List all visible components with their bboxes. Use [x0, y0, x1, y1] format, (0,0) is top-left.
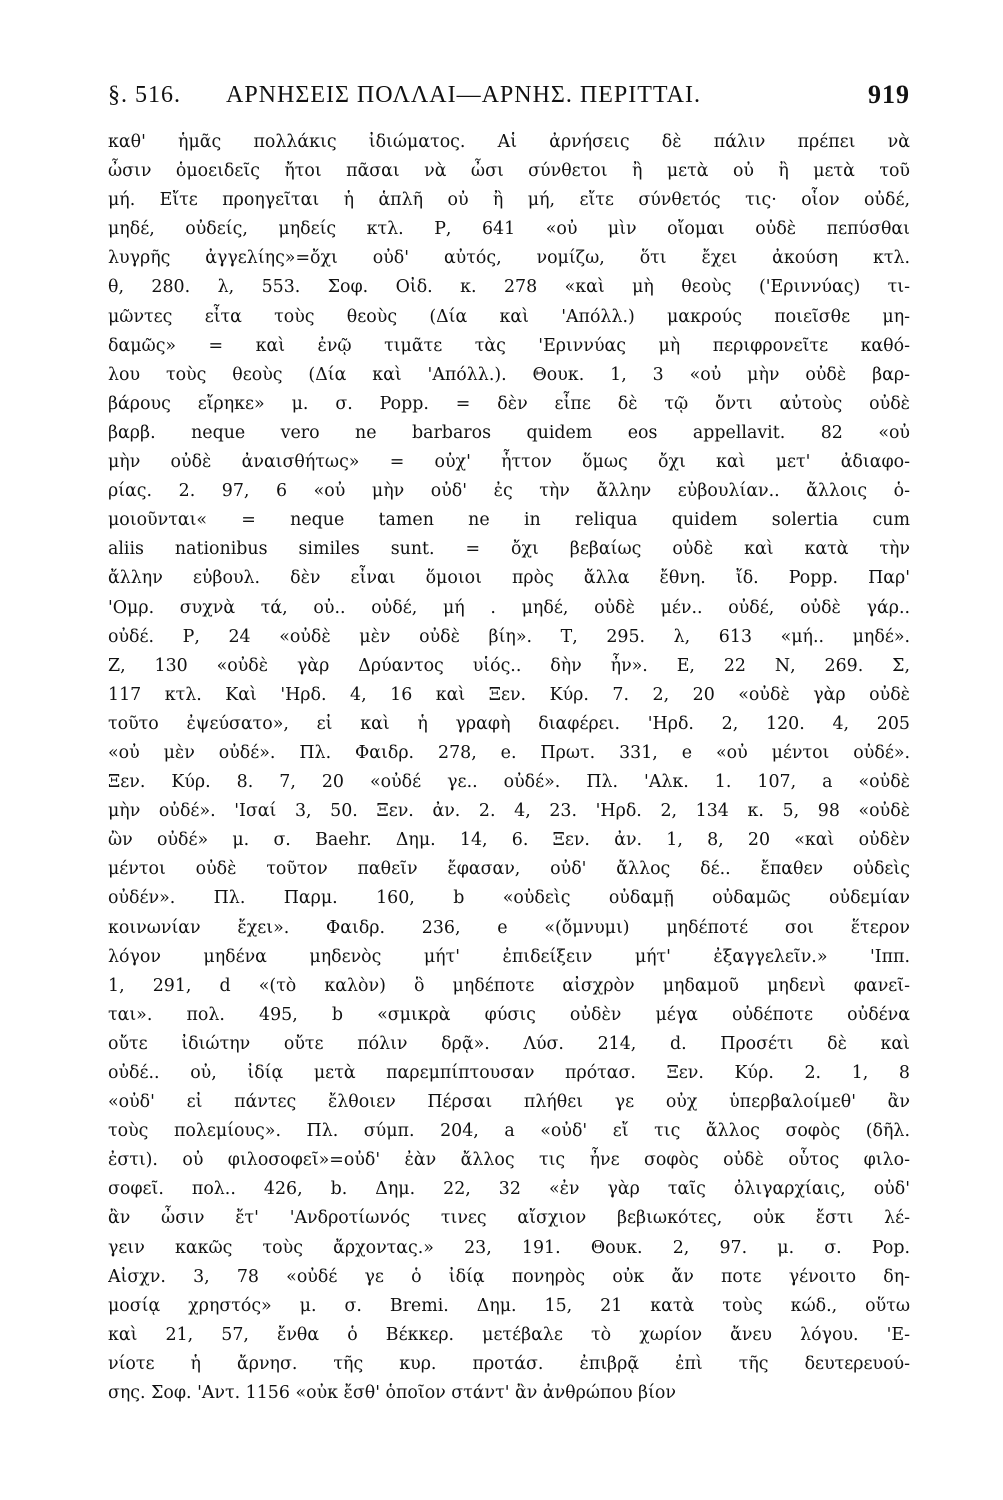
text-line: οὐδέ. Ρ, 24 «οὐδὲ μὲν οὐδὲ βίη». Τ, 295. λ, 613 «μή.. μηδέ».: [108, 626, 910, 647]
text-line: μή. Εἴτε προηγεῖται ἡ ἁπλῆ οὐ ἢ μή, εἴτε σύνθετός τις· οἷον οὐδέ,: [108, 190, 910, 211]
text-line: ὢν οὐδέ» μ. σ. Baehr. Δημ. 14, 6. Ξεν. ἀν. 1, 8, 20 «καὶ οὐδὲν: [108, 830, 910, 851]
text-line: λυγρῆς ἀγγελίης»=ὄχι οὐδ' αὐτός, νομίζω, ὅτι ἔχει ἀκούση κτλ.: [108, 248, 910, 269]
text-line: ται». πολ. 495, b «σμικρὰ φύσις οὐδὲν μέγα οὐδέποτε οὐδένα: [108, 1004, 910, 1025]
text-line: 117 κτλ. Καὶ 'Ηρδ. 4, 16 καὶ Ξεν. Κύρ. 7. 2, 20 «οὐδὲ γὰρ οὐδὲ: [108, 684, 910, 705]
page-number: 919: [868, 80, 910, 109]
text-line: οὐδέ.. οὐ, ἰδίᾳ μετὰ παρεμπίπτουσαν πρότασ. Ξεν. Κύρ. 2. 1, 8: [108, 1063, 910, 1083]
text-line: μοσίᾳ χρηστός» μ. σ. Bremi. Δημ. 15, 21 κατὰ τοὺς κώδ., οὕτω: [108, 1295, 910, 1316]
body-text: [108, 128, 910, 1408]
section-number: §. 516.: [108, 82, 181, 108]
text-line: 1, 291, d «(τὸ καλὸν) ὃ μηδέποτε αἰσχρὸν μηδαμοῦ μηδενὶ φανεῖ-: [108, 975, 910, 996]
text-line: γειν κακῶς τοὺς ἄρχοντας.» 23, 191. Θουκ. 2, 97. μ. σ. Pop.: [108, 1237, 910, 1258]
text-line: θ, 280. λ, 553. Σοφ. Οἰδ. κ. 278 «καὶ μὴ θεοὺς ('Εριννύας) τι-: [108, 277, 910, 298]
book-page: [108, 78, 910, 1408]
text-line: σης. Σοφ. 'Αντ. 1156 «οὐκ ἔσθ' ὁποῖον στάντ' ἂν ἀνθρώπου βίον: [108, 1383, 676, 1404]
text-line: κοινωνίαν ἔχει». Φαιδρ. 236, e «(ὄμνυμι) μηδέποτέ σοι ἕτερον: [108, 917, 910, 938]
text-line: μὴν οὐδὲ ἀναισθήτως» = οὐχ' ἧττον ὅμως ὄχι καὶ μετ' ἀδιαφο-: [108, 452, 910, 473]
text-line: μὴν οὐδέ». 'Ισαί 3, 50. Ξεν. ἀν. 2. 4, 23. 'Ηρδ. 2, 134 κ. 5, 98 «οὐδὲ: [108, 801, 910, 822]
text-line: «οὐ μὲν οὐδέ». Πλ. Φαιδρ. 278, e. Πρωτ. 331, e «οὐ μέντοι οὐδέ».: [108, 742, 910, 763]
text-line: νίοτε ἡ ἄρνησ. τῆς κυρ. προτάσ. ἐπιβρᾷ ἐπὶ τῆς δευτερευού-: [108, 1353, 910, 1374]
text-line: σοφεῖ. πολ.. 426, b. Δημ. 22, 32 «ἐν γὰρ ταῖς ὀλιγαρχίαις, οὐδ': [108, 1179, 910, 1200]
text-line: ἄλλην εὐβουλ. δὲν εἶναι ὅμοιοι πρὸς ἄλλα ἔθνη. ἴδ. Popp. Παρ': [108, 568, 910, 589]
text-line: καὶ 21, 57, ἔνθα ὁ Βέκκερ. μετέβαλε τὸ χωρίον ἄνευ λόγου. 'Ε-: [108, 1324, 910, 1345]
text-line: καθ' ἡμᾶς πολλάκις ἰδιώματος. Αἱ ἀρνήσεις δὲ πάλιν πρέπει νὰ: [108, 132, 910, 152]
text-line: 'Ομρ. συχνὰ τά, οὐ.. οὐδέ, μή . μηδέ, οὐδὲ μέν.. οὐδέ, οὐδὲ γάρ..: [108, 597, 910, 618]
text-line: λόγον μηδένα μηδενὸς μήτ' ἐπιδείξειν μήτ' ἐξαγγελεῖν.» 'Ιππ.: [108, 946, 910, 967]
text-line: μῶντες εἶτα τοὺς θεοὺς (Δία καὶ 'Απόλλ.) μακρούς ποιεῖσθε μη-: [108, 306, 910, 327]
text-line: Αἰσχν. 3, 78 «οὐδέ γε ὁ ἰδίᾳ πονηρὸς οὐκ ἄν ποτε γένοιτο δη-: [108, 1266, 910, 1287]
text-line: μηδέ, οὐδείς, μηδείς κτλ. Ρ, 641 «οὐ μὶν οἴομαι οὐδὲ πεπύσθαι: [108, 219, 910, 240]
text-line: μοιοῦνται« = neque tamen ne in reliqua quidem solertia cum: [108, 510, 910, 531]
text-line: ρίας. 2. 97, 6 «οὐ μὴν οὐδ' ἐς τὴν ἄλλην εὐβουλίαν.. ἄλλοις ὁ-: [108, 481, 910, 502]
text-line: Ξεν. Κύρ. 8. 7, 20 «οὐδέ γε.. οὐδέ». Πλ. 'Αλκ. 1. 107, a «οὐδὲ: [108, 772, 910, 793]
text-line: τοὺς πολεμίους». Πλ. σύμπ. 204, a «οὐδ' εἴ τις ἄλλος σοφὸς (δῆλ.: [108, 1121, 910, 1142]
text-line: οὐδέν». Πλ. Παρμ. 160, b «οὐδεὶς οὐδαμῇ οὐδαμῶς οὐδεμίαν: [108, 888, 910, 909]
text-line: ἂν ὦσιν ἔτ' 'Ανδροτίωνός τινες αἴσχιον βεβιωκότες, οὐκ ἔστι λέ-: [108, 1208, 910, 1229]
text-line: Ζ, 130 «οὐδὲ γὰρ Δρύαντος υἱός.. δὴν ἦν». Ε, 22 Ν, 269. Σ,: [108, 655, 910, 676]
text-line: βαρβ. neque vero ne barbaros quidem eos appellavit. 82 «οὐ: [108, 422, 910, 443]
text-line: ἐστι). οὐ φιλοσοφεῖ»=οὐδ' ἐὰν ἄλλος τις ἦνε σοφὸς οὐδὲ οὗτος φιλο-: [108, 1150, 910, 1171]
text-line: λου τοὺς θεοὺς (Δία καὶ 'Απόλλ.). Θουκ. 1, 3 «οὐ μὴν οὐδὲ βαρ-: [108, 364, 910, 385]
text-line: δαμῶς» = καὶ ἐνῷ τιμᾶτε τὰς 'Εριννύας μὴ περιφρονεῖτε καθό-: [108, 335, 910, 356]
text-line: τοῦτο ἐψεύσατο», εἰ καὶ ἡ γραφὴ διαφέρει. 'Ηρδ. 2, 120. 4, 205: [108, 713, 910, 734]
running-header: [108, 78, 910, 118]
header-title: ΑΡΝΗΣΕΙΣ ΠΟΛΛΑΙ—ΑΡΝΗΣ. ΠΕΡΙΤΤΑΙ.: [226, 82, 701, 108]
text-line: βάρους εἴρηκε» μ. σ. Popp. = δὲν εἶπε δὲ τῷ ὄντι αὐτοὺς οὐδὲ: [108, 393, 910, 414]
text-line: οὔτε ἰδιώτην οὔτε πόλιν δρᾷ». Λύσ. 214, d. Προσέτι δὲ καὶ: [108, 1033, 910, 1054]
text-line: «οὐδ' εἰ πάντες ἔλθοιεν Πέρσαι πλήθει γε οὐχ ὑπερβαλοίμεθ' ἂν: [108, 1092, 910, 1113]
text-line: ὦσιν ὁμοειδεῖς ἤτοι πᾶσαι νὰ ὦσι σύνθετοι ἢ μετὰ οὐ ἢ μετὰ τοῦ: [108, 161, 910, 182]
text-line: aliis nationibus similes sunt. = ὄχι βεβαίως οὐδὲ καὶ κατὰ τὴν: [108, 539, 910, 560]
text-line: μέντοι οὐδὲ τοῦτον παθεῖν ἔφασαν, οὐδ' ἄλλος δέ.. ἔπαθεν οὐδεὶς: [108, 859, 910, 880]
